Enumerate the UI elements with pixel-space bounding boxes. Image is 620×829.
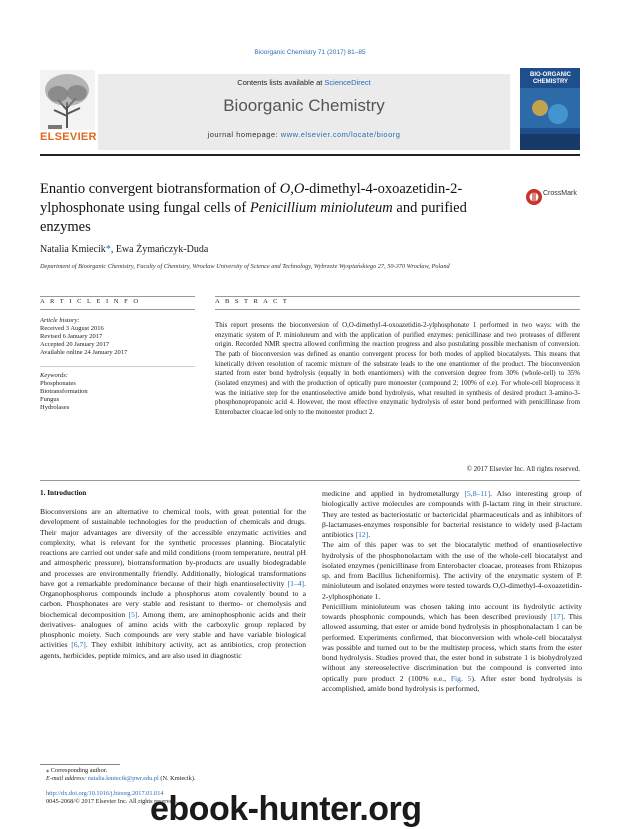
author-list <box>40 244 208 255</box>
body-text: . They exhibit inhibitory activity, act as antibiotics, crop protection agents, herbicides, peptide mimics, and are also used in diagnostic <box>40 640 306 660</box>
journal-reference[interactable]: Bioorganic Chemistry 71 (2017) 81–85 <box>254 49 366 56</box>
keyword: Hydrolases <box>40 404 70 411</box>
crossmark-label[interactable]: CrossMark <box>543 190 577 197</box>
keyword: Biotransformation <box>40 388 88 395</box>
publisher-name: ELSEVIER <box>40 131 97 143</box>
history-item: Accepted 20 January 2017 <box>40 341 110 348</box>
body-text: medicine and applied in hydrometallurgy <box>322 489 465 498</box>
title-part: -dimethyl-4-oxoazetidin-2-ylphosphonate using fungal cells of <box>40 181 463 216</box>
citation-link[interactable]: [17] <box>550 612 564 621</box>
header-rule <box>40 154 580 156</box>
body-text: . Among them, are aminophosphonic acids and their derivatives- analogues of amino acids with the carboxylic group replaced by phosphonic moiety. Such compounds are very stable and have variable biological activities <box>40 609 306 650</box>
section-heading-introduction: 1. Introduction <box>40 489 87 497</box>
body-text: Penicillium minioluteum was chosen taking into account its hydrolytic activity towards phosphonic compounds, which has been described previously <box>322 601 582 621</box>
article-info-rule <box>40 309 195 310</box>
corresponding-author-marker[interactable]: * <box>105 244 111 255</box>
corresponding-note: ⁎ Corresponding author. <box>46 767 108 774</box>
article-title <box>40 180 510 237</box>
journal-homepage <box>98 130 510 139</box>
contents-prefix: Contents lists available at <box>237 78 325 87</box>
citation-link[interactable]: [5] <box>128 609 138 619</box>
body-text: The aim of this paper was to set the biocatalytic method of enantioselective hydrolysis of the phosphonolactam with the use of the whole-cell biocatalyst and isolated enzymes (penicillinase from Enterobacter cloacae, proteases from Rhizopus sp. and from Bacillus licheniformis). The activity of the enzymatic system of P. minioluteum and isolated enzymes were tested towards O,O-dimethyl-4-oxoazetidin-2-ylphosphonate 1. <box>322 540 582 601</box>
homepage-link[interactable]: www.elsevier.com/locate/bioorg <box>280 130 401 139</box>
history-item: Available online 24 January 2017 <box>40 349 128 356</box>
doi-link[interactable]: http://dx.doi.org/10.1016/j.bioorg.2017.01.014 <box>46 790 164 797</box>
abstract-heading: A B S T R A C T <box>215 298 289 305</box>
title-part: and purified enzymes <box>40 200 467 235</box>
keywords-label: Keywords: <box>40 372 68 379</box>
body-text: . This allowed assuming, that ester or amide bond hydrolysis in phosphonalactam 1 can be performed. Experiments confirmed, that bioconversion with whole-cell biocatalyst was possible and turned out to be the multistep process, which starts from the ester bond hydrolysis. Studies proved that, the ester bond in substrate 1 is biohydrolyzed without any stereoselective discrimination but the compound is converted into optically pure product 2 (100% e.e., <box>322 612 582 683</box>
citation-link[interactable]: [5,8–11] <box>464 489 491 498</box>
sciencedirect-link[interactable]: ScienceDirect <box>324 78 371 87</box>
history-item: Revised 6 January 2017 <box>40 333 103 340</box>
title-part: Enantio convergent biotransformation of <box>40 181 280 197</box>
body-text: . <box>368 530 371 539</box>
affiliation: Department of Bioorganic Chemistry, Faculty of Chemistry, Wrocław University of Science and Technology, Wybrzeże Wyspiańskiego 27, 50-370 Wrocław, Poland <box>40 263 450 270</box>
history-item: Received 3 August 2016 <box>40 325 104 332</box>
body-text: . Also interesting group of biologically active molecules are compounds with β-lactam ring in their structure. They are tested as bacteriostatic or bactericidal pharmaceuticals and as inhibitors of β-lactamases-enzymes responsible for bacterial resistance to widely used β-lactam antibiotics <box>322 489 583 539</box>
email-link[interactable]: natalia.kmiecik@pwr.edu.pl <box>87 775 159 782</box>
keyword: Phosphonates <box>40 380 76 387</box>
watermark: ebook-hunter.org <box>150 790 422 828</box>
contents-line <box>98 78 510 87</box>
body-text: Bioconversions are an alternative to chemical tools, with great potential for the development of sustainable technologies for the production of chemicals and drugs. Their major advantages are diversity of the accessible enzymatic activities and complexity, what is relevant for the synthetic processes planning. Biocatalytic reactions are carried out under safe and mild conditions (room temperature, neutral pH and atmospheric pressure), biotransformation by-products are usually biodegradable and processes are environmentally friendly. Additionally, biological transformations have got a remarkable predominance because of their high enantioselectivity <box>40 507 306 588</box>
keywords <box>40 372 200 412</box>
issn-line: 0045-2068/© 2017 Elsevier Inc. All rights reserved. <box>46 798 178 805</box>
title-part-italic: O,O <box>279 181 305 197</box>
abstract-rule <box>215 296 580 297</box>
author-name[interactable]: , Ewa Żymańczyk-Duda <box>110 244 209 255</box>
journal-title: Bioorganic Chemistry <box>223 96 385 115</box>
body-column-left <box>40 507 306 661</box>
title-part-italic: Penicillium minioluteum <box>249 200 393 216</box>
history-label: Article history: <box>40 317 80 324</box>
citation-link[interactable]: Fig. 5 <box>450 673 472 683</box>
body-text: ). After ester bond hydrolysis is accomplished, amide bond hydrolysis is performed, <box>322 673 582 693</box>
body-text: . Organophosphorus compounds include a phosphorus atom covalently bound to a carbon. Phosphonates are very stable and resistant to thermo- or chemolysis and biochemical decomposition <box>40 578 306 619</box>
author-name[interactable]: Natalia Kmiecik <box>40 244 106 255</box>
footnote-rule <box>40 764 120 765</box>
email-suffix: (N. Kmiecik). <box>158 775 196 782</box>
abstract-bottom-rule <box>40 480 580 481</box>
citation-link[interactable]: [1–4] <box>287 578 305 588</box>
copyright: © 2017 Elsevier Inc. All rights reserved. <box>466 465 580 473</box>
abstract-text: This report presents the bioconversion of O,O-dimethyl-4-oxoazetidin-2-ylphosphonate 1 performed in two ways: with the enzymatic system of P. minioluteum and with the application of purified enzymes: penicillinase and two proteases of different origin. Recorded NMR spectra allowed confirming the reaction progress and also postulating possible mechanism of conversion. The path of bioconversion was defined as enantio convergent process for both modes of applied biocatalysts. This means that kinetically driven resolution of racemic mixture of the substrate leads to the one enantiomer of the product. The bioconversion started from ester bond hydrolysis (equally in both enantiomers) with the conversion degree from 30% (whole-cell) to 35% (isolated enzymes) and with the production of optically pure monoester (compound 2; 100% of e.e). For whole-cell bioprocess it was the initiative step for the enantioselective amide bond hydrolysis, what resulted in synthesis of desired product 3-amino-3-phosphonopropanoic acid 4. However, the most effective enzymatic hydrolysis of ester bond performed with penicillinase from Enterobacter cloacae led only to the monoester product 2. <box>215 322 580 416</box>
keyword: Fungus <box>40 396 60 403</box>
article-info-rule <box>40 296 195 297</box>
article-history <box>40 317 200 357</box>
footnote <box>46 767 196 783</box>
email-label: E-mail address: <box>46 775 88 782</box>
article-info-heading: A R T I C L E I N F O <box>40 298 141 305</box>
keywords-divider <box>40 366 195 367</box>
homepage-prefix: journal homepage: <box>207 130 281 139</box>
abstract-rule <box>215 309 580 310</box>
citation-link[interactable]: [12] <box>355 530 369 539</box>
body-column-right <box>322 489 582 694</box>
cover-title: BIO-ORGANIC CHEMISTRY <box>530 72 571 85</box>
citation-link[interactable]: [6,7] <box>71 640 86 650</box>
